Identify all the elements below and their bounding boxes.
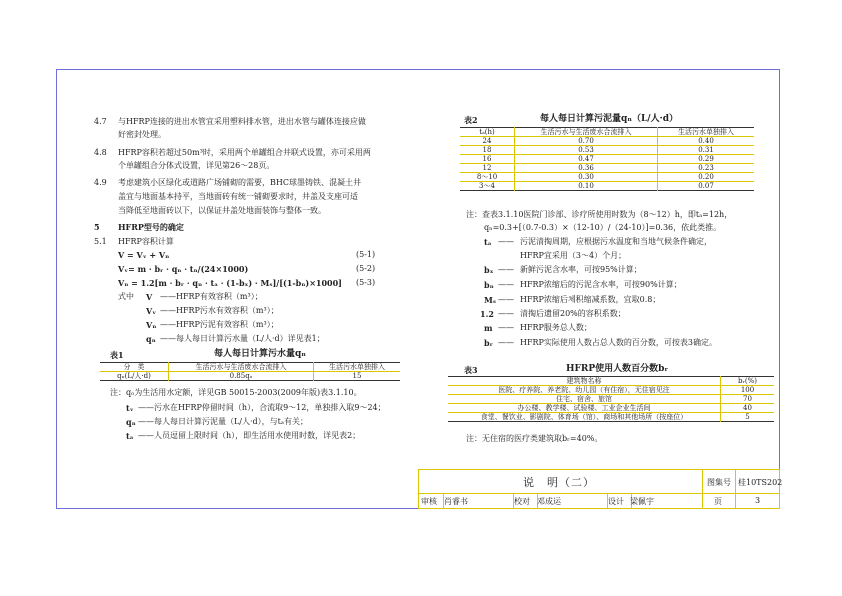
def-vv-symbol: Vᵥ	[146, 306, 157, 316]
def-v-text: HFRP有效容积（m³）；	[176, 292, 263, 301]
table2-title: 每人每日计算污泥量qₙ（L/人·d）	[540, 114, 679, 124]
table2-cell: 0.20	[658, 173, 755, 182]
table-row	[460, 137, 754, 146]
def-12-symbol: 1.2	[480, 309, 494, 319]
table1-cell: 15	[314, 372, 401, 381]
def-vn-symbol: Vₙ	[146, 320, 157, 330]
item-4-8-number: 4.8	[94, 148, 107, 157]
table2-cell: 18	[482, 146, 492, 154]
def-bn-dash: ——	[498, 280, 514, 289]
def-qn-symbol: qₙ	[146, 334, 156, 344]
def-tv-symbol: tᵥ	[126, 403, 134, 413]
table3-note: 注：无住宿的医疗类建筑取bᵣ=40%。	[466, 434, 603, 443]
item-4-7-line2: 好密封处理。	[118, 130, 166, 139]
table-row	[100, 363, 400, 372]
def-ta-symbol: tₐ	[126, 431, 134, 441]
table2-cell: 0.10	[515, 182, 658, 191]
table1-header-combined: 生活污水与生活废水合流排入	[169, 363, 314, 372]
def-tn-dash: ——	[498, 237, 514, 246]
table2-cell: 0.31	[658, 146, 755, 155]
table2-header-combined: 生活污水与生活废水合流排入	[515, 128, 658, 137]
def-bn-text: HFRP浓缩后的污泥含水率，可按90%计算；	[520, 280, 682, 289]
formula-5-3-ref: (5-3)	[356, 278, 376, 287]
table-row	[460, 146, 754, 155]
def-m-symbol: m	[484, 323, 493, 333]
item-4-9-number: 4.9	[94, 178, 107, 187]
table2-cell: 0.53	[515, 146, 658, 155]
atlas-number-value: 桂10TS202	[738, 478, 783, 487]
table3-cell: 100	[721, 386, 775, 395]
table3-title: HFRP使用人数百分数bᵣ	[566, 364, 669, 374]
table2-cell: 0.30	[515, 173, 658, 182]
check-name: 邓成运	[537, 497, 561, 506]
design-name: 梁佩宇	[630, 497, 654, 506]
table-row	[448, 377, 774, 386]
table3-cell: 食堂、餐饮业、影剧院、体育场（馆）、商场和其他场所（按座位）	[480, 413, 688, 421]
table-row	[460, 128, 754, 137]
table2-cell: 0.07	[658, 182, 755, 191]
formula-5-3: Vₙ = 1.2[m · bᵣ · qₙ · tₐ · (1-bₓ) · Mₛ]/[(1-bₙ)×1000]	[118, 278, 342, 288]
def-bn-symbol: bₙ	[484, 280, 494, 290]
def-vn-text: HFRP污泥有效容积（m³）；	[176, 320, 279, 329]
subsection-5-1-title: HFRP容积计算	[118, 237, 174, 246]
subsection-5-1-number: 5.1	[94, 237, 107, 246]
table2-cell: 3～4	[479, 182, 495, 190]
def-ms-text: HFRP浓缩后체积缩减系数，宜取0.8；	[520, 295, 661, 304]
def-12-dash: ——	[498, 309, 514, 318]
table2-cell: 0.47	[515, 155, 658, 164]
item-4-8-line2: 个单罐组合分体式设置，详见第26～28页。	[118, 161, 275, 170]
def-bx-text: 新鲜污泥含水率，可按95%计算；	[520, 265, 642, 274]
check-label: 校对	[514, 497, 530, 506]
table-row	[448, 404, 774, 413]
def-v-symbol: V	[146, 292, 153, 302]
def-m-dash: ——	[498, 323, 514, 332]
def-m-text: HFRP服务总人数；	[520, 323, 592, 332]
def-tv-text: 污水在HFRP停留时间（h），合流取9～12，单独排入取9～24；	[154, 403, 386, 412]
formula-5-2-ref: (5-2)	[356, 264, 376, 273]
item-4-7-line1: 与HFRP连接的进出水管宜采用塑料排水管，进出水管与罐体连接应做	[118, 117, 366, 126]
def-ta-dash: ——	[138, 431, 154, 440]
def-br-dash: ——	[498, 338, 514, 347]
def-12-text: 清掏后遗留20%的容积系数；	[520, 309, 626, 318]
table-row	[460, 173, 754, 182]
table2-cell: 0.40	[658, 137, 755, 146]
def-bx-dash: ——	[498, 265, 514, 274]
formula-5-1: V = Vᵥ + Vₙ	[118, 250, 170, 260]
def-qn-dash: ——	[160, 334, 176, 343]
where-label: 式中	[118, 292, 134, 301]
def-qn2-symbol: qₙ	[126, 417, 136, 427]
table2-header-hours: tₐ(h)	[479, 128, 495, 136]
formula-5-1-ref: (5-1)	[356, 250, 376, 259]
table-row	[460, 182, 754, 191]
table2-cell: 16	[482, 155, 492, 163]
item-4-8-line1: HFRP容积若超过50m³时，采用两个单罐组合井联式设置，亦可采用两	[118, 148, 371, 157]
table2-cell: 8～10	[476, 173, 498, 181]
def-tn-text: 污泥清掏周期，应根据污水温度和当地气候条件确定，	[520, 237, 712, 246]
table3-header-percent: bᵣ(%)	[721, 377, 775, 386]
table-row	[448, 395, 774, 404]
table1-header-category: 分 类	[123, 363, 145, 371]
table-row	[448, 386, 774, 395]
page-number: 3	[755, 496, 761, 505]
table2-cell: 0.70	[515, 137, 658, 146]
def-qn2-dash: ——	[138, 417, 154, 426]
def-tv-dash: ——	[138, 403, 154, 412]
table-row	[460, 164, 754, 173]
table1	[100, 362, 400, 381]
table3-label: 表3	[464, 365, 478, 375]
item-4-9-line1: 考虑建筑小区绿化或道路广场铺砌的需要，BHC球墨铸铁、混凝土井	[118, 178, 361, 187]
table3-cell: 办公楼、教学楼、试验楼、工业企业生活间	[517, 404, 651, 412]
table-row	[100, 372, 400, 381]
item-4-9-line3: 当降低至地面砖以下，以保证井盖处地面装饰与整体一致。	[118, 206, 326, 215]
table2-cell: 24	[482, 137, 492, 145]
def-br-text: HFRP实际使用人数占总人数的百分数，可按表3确定。	[520, 338, 718, 347]
table2-note-line2: qₙ=0.3+[（0.7-0.3）×（12-10）/（24-10）]=0.36，依此类推。	[484, 223, 722, 232]
table3	[448, 376, 774, 422]
page-label: 页	[714, 497, 722, 506]
atlas-number-label: 图集号	[707, 478, 731, 487]
title-block	[418, 469, 783, 509]
design-label: 设计	[608, 497, 624, 506]
table2	[460, 127, 754, 191]
table3-cell: 5	[721, 413, 775, 422]
table2-note-line1: 注：查表3.1.10医院门诊部、诊疗所使用时数为（8～12）h，即tₐ=12h，	[466, 210, 733, 219]
table2-header-separate: 生活污水单独排入	[658, 128, 755, 137]
section-5-title: HFRP型号的确定	[118, 222, 184, 232]
table2-cell: 0.36	[515, 164, 658, 173]
table1-label: 表1	[110, 350, 124, 360]
table1-cell: 0.85qₒ	[169, 372, 314, 381]
def-tn-text-cont: HFRP宜采用（3～4）个月；	[520, 251, 627, 260]
item-4-9-line2: 盖宜与地面基本持平，当地面砖有统一铺砌要求时，井盖及支座可适	[118, 192, 358, 201]
table-row	[460, 155, 754, 164]
def-br-symbol: bᵣ	[484, 338, 493, 348]
table3-cell: 70	[721, 395, 775, 404]
table2-cell: 0.29	[658, 155, 755, 164]
def-vn-dash: ——	[160, 320, 176, 329]
table1-cell: qₙ(L/人·d)	[117, 372, 151, 380]
table2-cell: 0.23	[658, 164, 755, 173]
def-ms-symbol: Mₛ	[484, 295, 497, 305]
formula-5-2: Vᵥ= m · bᵣ · qₙ · tₙ/(24×1000)	[118, 264, 249, 274]
table3-cell: 医院、疗养院、养老院、幼儿园（有住宿），无住宿见注	[498, 386, 670, 394]
item-4-7-number: 4.7	[94, 117, 107, 126]
def-ta-text: 人员逗留上限时间（h），即生活用水使用时数，详见表2；	[154, 431, 361, 440]
table3-header-building: 建筑物名称	[566, 377, 602, 385]
table1-note: 注：qₒ为生活用水定额，详见GB 50015-2003(2009年版)表3.1.10。	[110, 388, 362, 397]
section-5-number: 5	[94, 222, 100, 232]
def-bx-symbol: bₓ	[484, 265, 494, 275]
def-tn-symbol: tₐ	[484, 237, 492, 247]
def-v-dash: ——	[160, 292, 176, 301]
table3-cell: 40	[721, 404, 775, 413]
review-name: 肖睿书	[444, 497, 468, 506]
table-row	[448, 413, 774, 422]
def-qn-text: 每人每日计算污水量（L/人·d）详见表1；	[176, 334, 325, 343]
table2-label: 表2	[464, 115, 478, 125]
table1-header-separate: 生活污水单独排入	[314, 363, 401, 372]
def-ms-dash: ——	[498, 295, 514, 304]
sheet-title: 说 明（二）	[523, 476, 595, 489]
review-label: 审核	[421, 497, 437, 506]
def-vv-text: HFRP污水有效容积（m³）；	[176, 306, 279, 315]
def-vv-dash: ——	[160, 306, 176, 315]
def-qn2-text: 每人每日计算污泥量（L/人·d），与tₐ有关；	[154, 417, 308, 426]
table1-title: 每人每日计算污水量qₙ	[214, 349, 306, 359]
table3-cell: 住宅、宿舍、旅馆	[556, 395, 612, 403]
table2-cell: 12	[482, 164, 492, 172]
